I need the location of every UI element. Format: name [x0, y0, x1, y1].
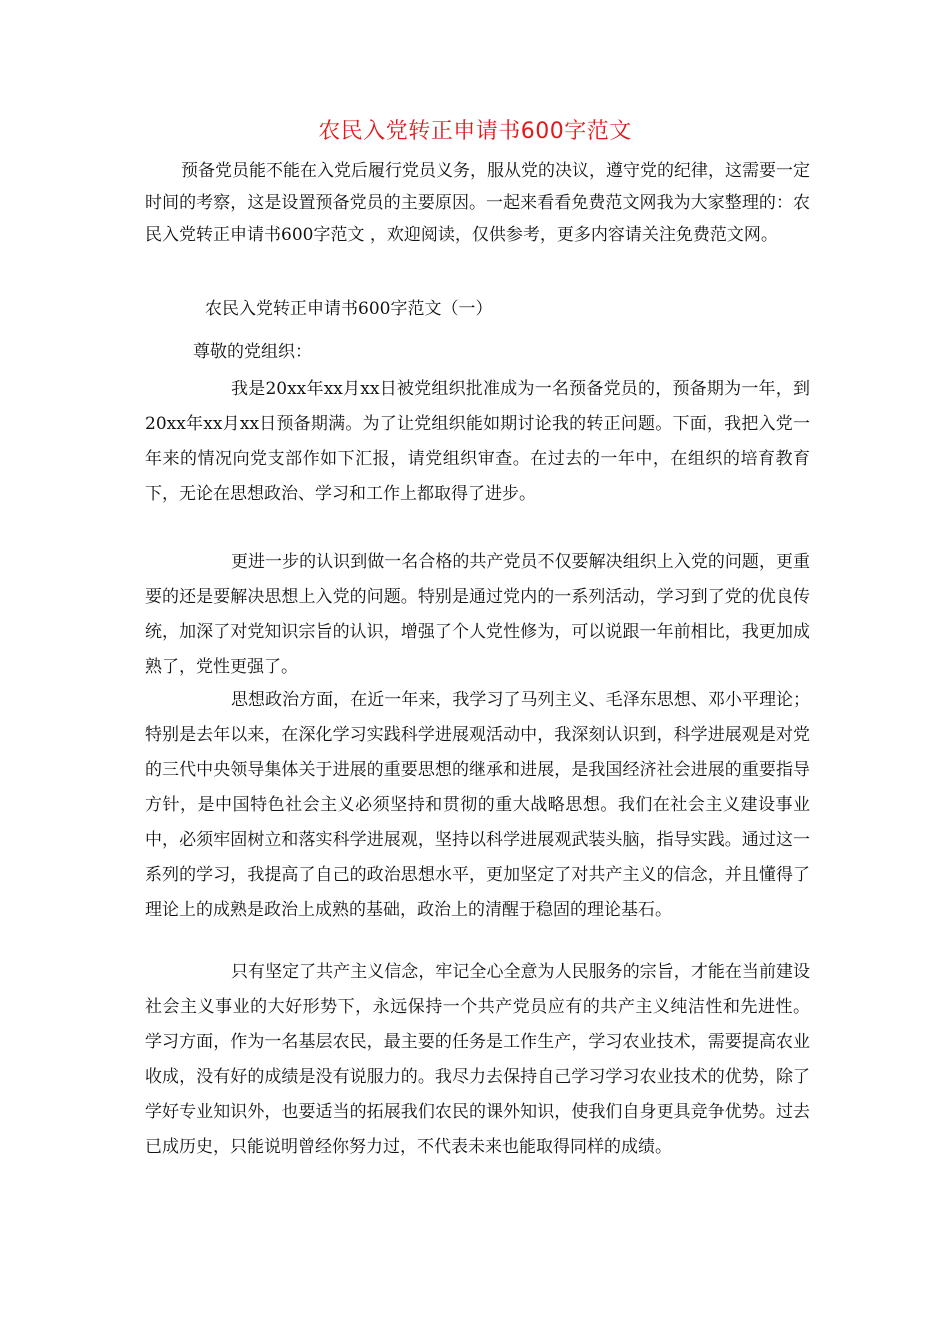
intro-paragraph: 预备党员能不能在入党后履行党员义务，服从党的决议，遵守党的纪律，这需要一定时间的考察，这是设置预备党员的主要原因。一起来看看免费范文网我为大家整理的：农民入党转正申请书600字范文 ，欢迎阅读，仅供参考，更多内容请关注免费范文网。 [145, 161, 810, 245]
body-paragraph-3: 思想政治方面，在近一年来，我学习了马列主义、毛泽东思想、邓小平理论；特别是去年以来，在深化学习实践科学进展观活动中，我深刻认识到，科学进展观是对党的三代中央领导集体关于进展的重要思想的继承和进展，是我国经济社会进展的重要指导方针，是中国特色社会主义必须坚持和贯彻的重大战略思想。我们在社会主义建设事业中，必须牢固树立和落实科学进展观，坚持以科学进展观武装头脑，指导实践。通过这一系列的学习，我提高了自己的政治思想水平，更加坚定了对共产主义的信念，并且懂得了理论上的成熟是政治上成熟的基础，政治上的清醒于稳固的理论基石。 [145, 690, 810, 920]
body-paragraph-2: 更进一步的认识到做一名合格的共产党员不仅要解决组织上入党的问题，更重要的还是要解决思想上入党的问题。特别是通过党内的一系列活动，学习到了党的优良传统，加深了对党知识宗旨的认识，增强了个人党性修为，可以说跟一年前相比，我更加成熟了，党性更强了。 [145, 552, 810, 677]
body-paragraph-1: 我是20xx年xx月xx日被党组织批准成为一名预备党员的，预备期为一年，到20xx年xx月xx日预备期满。为了让党组织能如期讨论我的转正问题。下面，我把入党一年来的情况向党支部作如下汇报，请党组织审查。在过去的一年中，在组织的培育教育下，无论在思想政治、学习和工作上都取得了进步。 [145, 379, 810, 504]
section-subheading: 农民入党转正申请书600字范文（一） [205, 299, 493, 319]
document-title: 农民入党转正申请书600字范文 [318, 119, 632, 144]
body-paragraph-4: 只有坚定了共产主义信念，牢记全心全意为人民服务的宗旨，才能在当前建设社会主义事业的大好形势下，永远保持一个共产党员应有的共产主义纯洁性和先进性。 学习方面，作为一名基层农民，最主要的任务是工作生产，学习农业技术，需要提高农业收成，没有好的成绩是没有说服力的。我尽力去保持自己学习学习农业技术的优势，除了学好专业知识外，也要适当的拓展我们农民的课外知识，使我们自身更具竞争优势。过去已成历史，只能说明曾经你努力过，不代表未来也能取得同样的成绩。 [145, 962, 810, 1157]
salutation: 尊敬的党组织： [193, 342, 312, 362]
